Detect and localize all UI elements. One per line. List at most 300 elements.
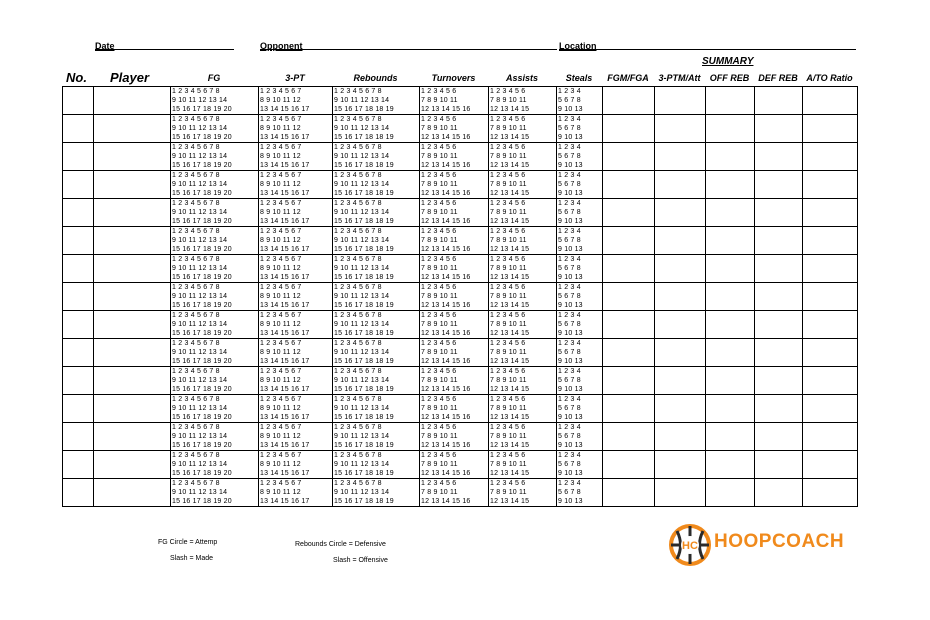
tally-cell-rebounds[interactable] xyxy=(333,199,420,227)
player-number-cell[interactable] xyxy=(63,451,94,479)
tally-line: 12 13 14 15 16 xyxy=(421,218,471,225)
tally-cell-steals[interactable] xyxy=(557,479,603,507)
tally-cell-assists[interactable] xyxy=(489,339,557,367)
tally-line: 5 6 7 8 xyxy=(558,153,581,160)
tally-cell-rebounds[interactable] xyxy=(333,395,420,423)
summary-cell-fgm-fga[interactable] xyxy=(603,87,655,115)
tally-numbers xyxy=(171,451,258,478)
tally-cell-fg[interactable] xyxy=(171,255,259,283)
tally-cell-three-pt[interactable] xyxy=(259,283,333,311)
tally-cell-fg[interactable] xyxy=(171,311,259,339)
tally-cell-fg[interactable] xyxy=(171,367,259,395)
summary-cell-fgm-fga[interactable] xyxy=(603,283,655,311)
tally-cell-steals[interactable] xyxy=(557,199,603,227)
tally-numbers xyxy=(333,227,419,254)
tally-numbers xyxy=(557,311,602,338)
tally-line: 12 13 14 15 xyxy=(490,190,530,197)
player-name-cell[interactable] xyxy=(94,367,171,395)
tally-cell-steals[interactable] xyxy=(557,451,603,479)
tally-line: 1 2 3 4 5 6 xyxy=(490,228,526,235)
tally-numbers xyxy=(557,283,602,310)
tally-cell-assists[interactable] xyxy=(489,199,557,227)
tally-cell-turnovers[interactable] xyxy=(420,451,489,479)
summary-cell-def-reb[interactable] xyxy=(755,199,803,227)
tally-cell-fg[interactable] xyxy=(171,479,259,507)
tally-line: 9 10 11 12 13 14 xyxy=(172,209,228,216)
player-name-cell[interactable] xyxy=(94,199,171,227)
player-number-cell[interactable] xyxy=(63,367,94,395)
summary-cell-ato-ratio[interactable] xyxy=(803,339,858,367)
tally-line: 1 2 3 4 5 6 xyxy=(490,116,526,123)
tally-line: 12 13 14 15 xyxy=(490,134,530,141)
tally-cell-rebounds[interactable] xyxy=(333,423,420,451)
tally-cell-three-pt[interactable] xyxy=(259,87,333,115)
tally-cell-turnovers[interactable] xyxy=(420,395,489,423)
summary-cell-ato-ratio[interactable] xyxy=(803,143,858,171)
summary-cell-ato-ratio[interactable] xyxy=(803,171,858,199)
tally-numbers xyxy=(489,227,556,254)
tally-cell-turnovers[interactable] xyxy=(420,367,489,395)
summary-cell-ato-ratio[interactable] xyxy=(803,423,858,451)
tally-line: 15 16 17 18 18 19 xyxy=(334,190,394,197)
summary-cell-3ptm-att[interactable] xyxy=(655,283,706,311)
tally-cell-steals[interactable] xyxy=(557,115,603,143)
tally-numbers xyxy=(333,367,419,394)
tally-line: 13 14 15 16 17 xyxy=(260,274,310,281)
tally-line: 1 2 3 4 5 6 7 xyxy=(260,228,302,235)
summary-cell-def-reb[interactable] xyxy=(755,451,803,479)
tally-line: 1 2 3 4 5 6 7 xyxy=(260,144,302,151)
summary-cell-def-reb[interactable] xyxy=(755,395,803,423)
tally-cell-fg[interactable] xyxy=(171,227,259,255)
tally-line: 1 2 3 4 5 6 xyxy=(421,452,457,459)
tally-line: 1 2 3 4 5 6 xyxy=(490,144,526,151)
tally-line: 12 13 14 15 xyxy=(490,106,530,113)
tally-cell-steals[interactable] xyxy=(557,395,603,423)
tally-cell-fg[interactable] xyxy=(171,423,259,451)
summary-cell-ato-ratio[interactable] xyxy=(803,367,858,395)
tally-line: 12 13 14 15 16 xyxy=(421,358,471,365)
summary-cell-off-reb[interactable] xyxy=(706,115,755,143)
tally-cell-rebounds[interactable] xyxy=(333,479,420,507)
tally-cell-rebounds[interactable] xyxy=(333,311,420,339)
tally-numbers xyxy=(489,367,556,394)
summary-cell-ato-ratio[interactable] xyxy=(803,255,858,283)
summary-cell-fgm-fga[interactable] xyxy=(603,227,655,255)
tally-numbers xyxy=(557,87,602,114)
summary-cell-fgm-fga[interactable] xyxy=(603,367,655,395)
summary-cell-3ptm-att[interactable] xyxy=(655,451,706,479)
tally-line: 9 10 11 12 13 14 xyxy=(172,181,228,188)
tally-line: 5 6 7 8 xyxy=(558,125,581,132)
player-name-cell[interactable] xyxy=(94,283,171,311)
summary-cell-off-reb[interactable] xyxy=(706,199,755,227)
tally-line: 15 16 17 18 18 19 xyxy=(334,302,394,309)
summary-cell-def-reb[interactable] xyxy=(755,339,803,367)
summary-cell-3ptm-att[interactable] xyxy=(655,143,706,171)
tally-line: 12 13 14 15 xyxy=(490,498,530,505)
tally-numbers xyxy=(333,87,419,114)
player-name-cell[interactable] xyxy=(94,451,171,479)
tally-cell-assists[interactable] xyxy=(489,143,557,171)
tally-line: 9 10 13 xyxy=(558,330,583,337)
tally-cell-three-pt[interactable] xyxy=(259,423,333,451)
tally-numbers xyxy=(420,255,488,282)
summary-cell-3ptm-att[interactable] xyxy=(655,339,706,367)
tally-numbers xyxy=(489,339,556,366)
tally-line: 7 8 9 10 11 xyxy=(490,125,527,132)
summary-cell-def-reb[interactable] xyxy=(755,87,803,115)
tally-line: 15 16 17 18 19 20 xyxy=(172,358,232,365)
tally-cell-three-pt[interactable] xyxy=(259,115,333,143)
summary-cell-3ptm-att[interactable] xyxy=(655,311,706,339)
player-name-cell[interactable] xyxy=(94,479,171,507)
tally-cell-steals[interactable] xyxy=(557,143,603,171)
player-number-cell[interactable] xyxy=(63,339,94,367)
player-number-cell[interactable] xyxy=(63,479,94,507)
tally-line: 8 9 10 11 12 xyxy=(260,321,301,328)
tally-cell-three-pt[interactable] xyxy=(259,479,333,507)
tally-cell-turnovers[interactable] xyxy=(420,311,489,339)
tally-line: 9 10 13 xyxy=(558,218,583,225)
tally-numbers xyxy=(489,255,556,282)
player-number-cell[interactable] xyxy=(63,395,94,423)
summary-cell-3ptm-att[interactable] xyxy=(655,395,706,423)
player-name-cell[interactable] xyxy=(94,255,171,283)
tally-cell-three-pt[interactable] xyxy=(259,451,333,479)
tally-cell-turnovers[interactable] xyxy=(420,199,489,227)
tally-line: 1 2 3 4 5 6 7 8 xyxy=(172,172,220,179)
tally-cell-fg[interactable] xyxy=(171,283,259,311)
summary-cell-fgm-fga[interactable] xyxy=(603,479,655,507)
col-no: No. xyxy=(66,70,87,85)
tally-cell-turnovers[interactable] xyxy=(420,227,489,255)
summary-cell-fgm-fga[interactable] xyxy=(603,199,655,227)
summary-cell-off-reb[interactable] xyxy=(706,143,755,171)
tally-cell-fg[interactable] xyxy=(171,339,259,367)
player-name-cell[interactable] xyxy=(94,311,171,339)
tally-cell-turnovers[interactable] xyxy=(420,115,489,143)
summary-cell-fgm-fga[interactable] xyxy=(603,395,655,423)
tally-cell-fg[interactable] xyxy=(171,199,259,227)
summary-cell-off-reb[interactable] xyxy=(706,171,755,199)
tally-cell-three-pt[interactable] xyxy=(259,395,333,423)
player-name-cell[interactable] xyxy=(94,171,171,199)
tally-cell-fg[interactable] xyxy=(171,87,259,115)
tally-cell-turnovers[interactable] xyxy=(420,171,489,199)
table-row xyxy=(63,339,858,367)
player-name-cell[interactable] xyxy=(94,87,171,115)
summary-cell-ato-ratio[interactable] xyxy=(803,451,858,479)
summary-cell-off-reb[interactable] xyxy=(706,255,755,283)
summary-cell-def-reb[interactable] xyxy=(755,115,803,143)
tally-numbers xyxy=(171,115,258,142)
tally-cell-fg[interactable] xyxy=(171,395,259,423)
tally-cell-fg[interactable] xyxy=(171,451,259,479)
tally-line: 1 2 3 4 5 6 7 8 xyxy=(172,368,220,375)
summary-cell-def-reb[interactable] xyxy=(755,283,803,311)
tally-numbers xyxy=(557,115,602,142)
summary-cell-def-reb[interactable] xyxy=(755,143,803,171)
player-number-cell[interactable] xyxy=(63,311,94,339)
summary-cell-fgm-fga[interactable] xyxy=(603,311,655,339)
tally-cell-turnovers[interactable] xyxy=(420,87,489,115)
tally-numbers xyxy=(333,395,419,422)
tally-line: 1 2 3 4 5 6 7 8 xyxy=(334,480,382,487)
summary-cell-def-reb[interactable] xyxy=(755,311,803,339)
tally-line: 7 8 9 10 11 xyxy=(490,349,527,356)
player-name-cell[interactable] xyxy=(94,423,171,451)
tally-cell-three-pt[interactable] xyxy=(259,367,333,395)
tally-numbers xyxy=(259,199,332,226)
player-number-cell[interactable] xyxy=(63,87,94,115)
player-number-cell[interactable] xyxy=(63,255,94,283)
tally-line: 15 16 17 18 18 19 xyxy=(334,162,394,169)
tally-numbers xyxy=(420,171,488,198)
tally-cell-turnovers[interactable] xyxy=(420,423,489,451)
summary-cell-def-reb[interactable] xyxy=(755,171,803,199)
tally-line: 9 10 11 12 13 14 xyxy=(172,433,228,440)
summary-cell-off-reb[interactable] xyxy=(706,367,755,395)
tally-cell-three-pt[interactable] xyxy=(259,255,333,283)
summary-cell-ato-ratio[interactable] xyxy=(803,311,858,339)
tally-cell-rebounds[interactable] xyxy=(333,227,420,255)
tally-numbers xyxy=(333,311,419,338)
summary-cell-3ptm-att[interactable] xyxy=(655,171,706,199)
tally-line: 1 2 3 4 5 6 xyxy=(421,396,457,403)
tally-numbers xyxy=(489,311,556,338)
tally-cell-turnovers[interactable] xyxy=(420,143,489,171)
tally-line: 9 10 11 12 13 14 xyxy=(334,265,390,272)
tally-line: 7 8 9 10 11 xyxy=(421,349,458,356)
summary-cell-3ptm-att[interactable] xyxy=(655,227,706,255)
tally-line: 1 2 3 4 5 6 7 8 xyxy=(172,228,220,235)
tally-cell-steals[interactable] xyxy=(557,87,603,115)
tally-cell-rebounds[interactable] xyxy=(333,367,420,395)
tally-line: 5 6 7 8 xyxy=(558,209,581,216)
tally-cell-steals[interactable] xyxy=(557,171,603,199)
tally-cell-fg[interactable] xyxy=(171,171,259,199)
tally-line: 1 2 3 4 xyxy=(558,424,581,431)
tally-cell-assists[interactable] xyxy=(489,395,557,423)
tally-numbers xyxy=(171,227,258,254)
summary-cell-3ptm-att[interactable] xyxy=(655,115,706,143)
tally-line: 8 9 10 11 12 xyxy=(260,293,301,300)
tally-numbers xyxy=(420,395,488,422)
tally-cell-rebounds[interactable] xyxy=(333,143,420,171)
summary-cell-off-reb[interactable] xyxy=(706,311,755,339)
tally-line: 9 10 13 xyxy=(558,442,583,449)
player-name-cell[interactable] xyxy=(94,115,171,143)
tally-cell-three-pt[interactable] xyxy=(259,227,333,255)
stats-table xyxy=(62,86,858,507)
summary-cell-fgm-fga[interactable] xyxy=(603,143,655,171)
table-row xyxy=(63,395,858,423)
note-reb-slash: Slash = Offensive xyxy=(333,557,388,564)
player-name-cell[interactable] xyxy=(94,395,171,423)
summary-cell-def-reb[interactable] xyxy=(755,255,803,283)
tally-cell-assists[interactable] xyxy=(489,283,557,311)
tally-cell-fg[interactable] xyxy=(171,115,259,143)
summary-cell-def-reb[interactable] xyxy=(755,367,803,395)
tally-cell-assists[interactable] xyxy=(489,227,557,255)
tally-line: 12 13 14 15 xyxy=(490,162,530,169)
tally-cell-rebounds[interactable] xyxy=(333,339,420,367)
summary-cell-off-reb[interactable] xyxy=(706,479,755,507)
summary-cell-off-reb[interactable] xyxy=(706,283,755,311)
tally-line: 7 8 9 10 11 xyxy=(421,237,458,244)
tally-line: 9 10 11 12 13 14 xyxy=(172,489,228,496)
table-row xyxy=(63,367,858,395)
tally-cell-steals[interactable] xyxy=(557,367,603,395)
summary-cell-fgm-fga[interactable] xyxy=(603,171,655,199)
summary-cell-fgm-fga[interactable] xyxy=(603,451,655,479)
player-number-cell[interactable] xyxy=(63,423,94,451)
tally-cell-turnovers[interactable] xyxy=(420,479,489,507)
tally-cell-turnovers[interactable] xyxy=(420,339,489,367)
summary-cell-ato-ratio[interactable] xyxy=(803,227,858,255)
tally-numbers xyxy=(171,255,258,282)
player-name-cell[interactable] xyxy=(94,227,171,255)
brand-text: HOOPCOACH xyxy=(714,531,845,552)
tally-cell-steals[interactable] xyxy=(557,339,603,367)
summary-cell-3ptm-att[interactable] xyxy=(655,367,706,395)
opponent-field[interactable] xyxy=(260,49,557,50)
summary-cell-off-reb[interactable] xyxy=(706,339,755,367)
tally-line: 12 13 14 15 16 xyxy=(421,498,471,505)
summary-cell-3ptm-att[interactable] xyxy=(655,199,706,227)
summary-title: SUMMARY xyxy=(702,56,754,67)
summary-cell-def-reb[interactable] xyxy=(755,227,803,255)
summary-cell-off-reb[interactable] xyxy=(706,423,755,451)
tally-cell-rebounds[interactable] xyxy=(333,451,420,479)
tally-numbers xyxy=(557,255,602,282)
tally-cell-steals[interactable] xyxy=(557,283,603,311)
tally-cell-steals[interactable] xyxy=(557,227,603,255)
summary-cell-ato-ratio[interactable] xyxy=(803,395,858,423)
tally-cell-assists[interactable] xyxy=(489,255,557,283)
player-name-cell[interactable] xyxy=(94,143,171,171)
summary-cell-3ptm-att[interactable] xyxy=(655,255,706,283)
summary-cell-fgm-fga[interactable] xyxy=(603,115,655,143)
summary-cell-off-reb[interactable] xyxy=(706,395,755,423)
tally-cell-steals[interactable] xyxy=(557,311,603,339)
tally-numbers xyxy=(259,283,332,310)
tally-cell-three-pt[interactable] xyxy=(259,143,333,171)
tally-line: 1 2 3 4 5 6 7 xyxy=(260,88,302,95)
tally-cell-fg[interactable] xyxy=(171,143,259,171)
note-fg-slash: Slash = Made xyxy=(170,555,213,562)
tally-cell-three-pt[interactable] xyxy=(259,311,333,339)
tally-cell-rebounds[interactable] xyxy=(333,255,420,283)
player-number-cell[interactable] xyxy=(63,143,94,171)
tally-cell-three-pt[interactable] xyxy=(259,339,333,367)
summary-cell-off-reb[interactable] xyxy=(706,451,755,479)
tally-line: 12 13 14 15 16 xyxy=(421,106,471,113)
tally-cell-rebounds[interactable] xyxy=(333,87,420,115)
tally-cell-assists[interactable] xyxy=(489,171,557,199)
summary-cell-def-reb[interactable] xyxy=(755,479,803,507)
tally-cell-assists[interactable] xyxy=(489,479,557,507)
col-steals: Steals xyxy=(565,73,593,83)
tally-cell-assists[interactable] xyxy=(489,451,557,479)
tally-cell-assists[interactable] xyxy=(489,367,557,395)
tally-cell-rebounds[interactable] xyxy=(333,171,420,199)
summary-cell-3ptm-att[interactable] xyxy=(655,87,706,115)
tally-cell-assists[interactable] xyxy=(489,423,557,451)
tally-cell-three-pt[interactable] xyxy=(259,171,333,199)
summary-cell-ato-ratio[interactable] xyxy=(803,87,858,115)
tally-line: 12 13 14 15 16 xyxy=(421,162,471,169)
tally-line: 13 14 15 16 17 xyxy=(260,470,310,477)
tally-numbers xyxy=(259,451,332,478)
summary-cell-ato-ratio[interactable] xyxy=(803,199,858,227)
summary-cell-fgm-fga[interactable] xyxy=(603,423,655,451)
player-name-cell[interactable] xyxy=(94,339,171,367)
tally-line: 15 16 17 18 18 19 xyxy=(334,134,394,141)
tally-cell-assists[interactable] xyxy=(489,311,557,339)
player-number-cell[interactable] xyxy=(63,199,94,227)
summary-cell-ato-ratio[interactable] xyxy=(803,479,858,507)
location-field[interactable] xyxy=(559,49,856,50)
summary-cell-def-reb[interactable] xyxy=(755,423,803,451)
summary-cell-off-reb[interactable] xyxy=(706,87,755,115)
tally-numbers xyxy=(489,395,556,422)
tally-cell-steals[interactable] xyxy=(557,255,603,283)
player-number-cell[interactable] xyxy=(63,227,94,255)
tally-line: 12 13 14 15 16 xyxy=(421,330,471,337)
tally-line: 1 2 3 4 5 6 xyxy=(490,88,526,95)
tally-line: 9 10 11 12 13 14 xyxy=(172,321,228,328)
tally-cell-assists[interactable] xyxy=(489,87,557,115)
tally-numbers xyxy=(333,283,419,310)
date-field[interactable] xyxy=(95,49,234,50)
tally-line: 7 8 9 10 11 xyxy=(490,321,527,328)
tally-line: 1 2 3 4 5 6 xyxy=(421,312,457,319)
tally-numbers xyxy=(420,451,488,478)
col-def-reb: DEF REB xyxy=(758,73,798,83)
tally-cell-assists[interactable] xyxy=(489,115,557,143)
tally-line: 5 6 7 8 xyxy=(558,377,581,384)
tally-line: 8 9 10 11 12 xyxy=(260,125,301,132)
player-number-cell[interactable] xyxy=(63,115,94,143)
tally-cell-turnovers[interactable] xyxy=(420,255,489,283)
summary-cell-ato-ratio[interactable] xyxy=(803,283,858,311)
tally-line: 1 2 3 4 xyxy=(558,228,581,235)
tally-line: 1 2 3 4 5 6 7 8 xyxy=(172,256,220,263)
tally-cell-rebounds[interactable] xyxy=(333,283,420,311)
tally-cell-rebounds[interactable] xyxy=(333,115,420,143)
summary-cell-3ptm-att[interactable] xyxy=(655,423,706,451)
tally-line: 8 9 10 11 12 xyxy=(260,265,301,272)
tally-line: 7 8 9 10 11 xyxy=(490,237,527,244)
tally-cell-steals[interactable] xyxy=(557,423,603,451)
summary-cell-off-reb[interactable] xyxy=(706,227,755,255)
summary-cell-3ptm-att[interactable] xyxy=(655,479,706,507)
tally-cell-three-pt[interactable] xyxy=(259,199,333,227)
summary-cell-ato-ratio[interactable] xyxy=(803,115,858,143)
tally-numbers xyxy=(333,199,419,226)
tally-line: 1 2 3 4 5 6 7 xyxy=(260,368,302,375)
table-row xyxy=(63,199,858,227)
tally-cell-turnovers[interactable] xyxy=(420,283,489,311)
summary-cell-fgm-fga[interactable] xyxy=(603,339,655,367)
summary-cell-fgm-fga[interactable] xyxy=(603,255,655,283)
player-number-cell[interactable] xyxy=(63,171,94,199)
tally-line: 13 14 15 16 17 xyxy=(260,218,310,225)
tally-line: 1 2 3 4 5 6 xyxy=(421,480,457,487)
player-number-cell[interactable] xyxy=(63,283,94,311)
